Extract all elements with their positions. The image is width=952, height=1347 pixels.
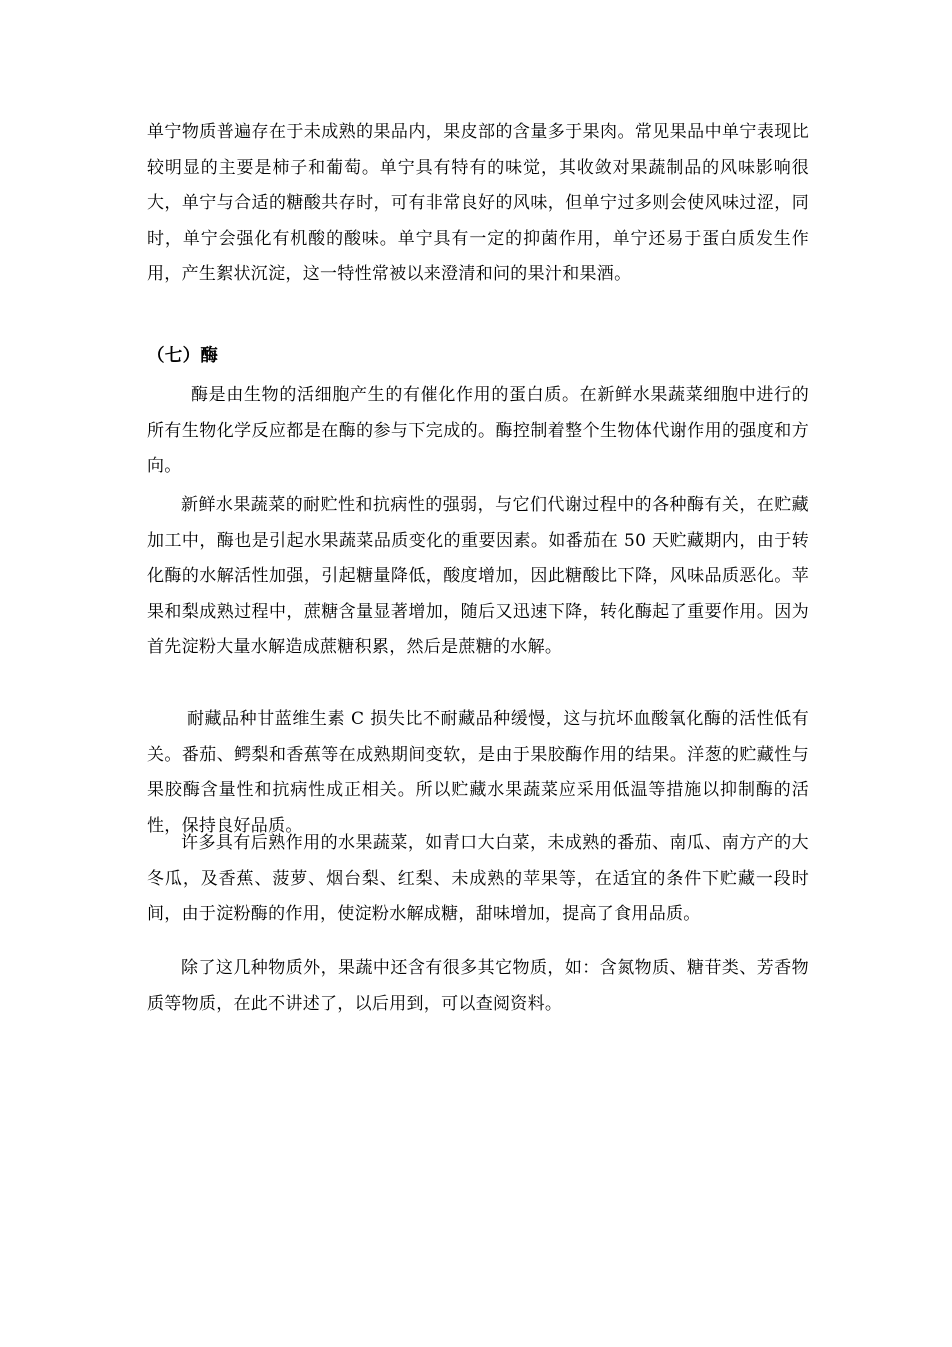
paragraph-tannin: 单宁物质普遍存在于未成熟的果品内，果皮部的含量多于果肉。常见果品中单宁表现比较明显的主要是柿子和葡萄。单宁具有特有的味觉，其收敛对果蔬制品的风味影响很大，单宁与合适的糖酸共存时，可有非常良好的风味，但单宁过多则会使风味过涩，同时，单宁会强化有机酸的酸味。单宁具有一定的抑菌作用，单宁还易于蛋白质发生作用，产生絮状沉淀，这一特性常被以来澄清和问的果汁和果酒。 [147, 122, 809, 284]
section-heading-enzyme: （七）酶 [147, 346, 219, 366]
paragraph-varieties: 耐藏品种甘蓝维生素 C 损失比不耐藏品种缓慢，这与抗坏血酸氧化酶的活性低有关。番茄、鳄梨和香蕉等在成熟期间变软，是由于果胶酶作用的结果。洋葱的贮藏性与果胶酶含量性和抗病性成正相关。所以贮藏水果蔬菜应采用低温等措施以抑制酶的活性，保持良好品质。 [147, 709, 809, 836]
paragraph-storage-quality: 新鲜水果蔬菜的耐贮性和抗病性的强弱，与它们代谢过程中的各种酶有关，在贮藏加工中，酶也是引起水果蔬菜品质变化的重要因素。如番茄在 50 天贮藏期内，由于转化酶的水解活性加强，引起糖量降低，酸度增加，因此糖酸比下降，风味品质恶化。苹果和梨成熟过程中，蔗糖含量显著增加，随后又迅速下降，转化酶起了重要作用。因为首先淀粉大量水解造成蔗糖积累，然后是蔗糖的水解。 [147, 495, 809, 657]
paragraph-enzyme-definition: 酶是由生物的活细胞产生的有催化作用的蛋白质。在新鲜水果蔬菜细胞中进行的所有生物化学反应都是在酶的参与下完成的。酶控制着整个生物体代谢作用的强度和方向。 [147, 385, 809, 476]
paragraph-after-ripening: 许多具有后熟作用的水果蔬菜，如青口大白菜，未成熟的番茄、南瓜、南方产的大冬瓜，及香蕉、菠萝、烟台梨、红梨、未成熟的苹果等，在适宜的条件下贮藏一段时间，由于淀粉酶的作用，使淀粉水解成糖，甜味增加，提高了食用品质。 [147, 833, 809, 924]
paragraph-other-substances: 除了这几种物质外，果蔬中还含有很多其它物质，如：含氮物质、糖苷类、芳香物质等物质，在此不讲述了，以后用到，可以查阅资料。 [147, 958, 809, 1014]
